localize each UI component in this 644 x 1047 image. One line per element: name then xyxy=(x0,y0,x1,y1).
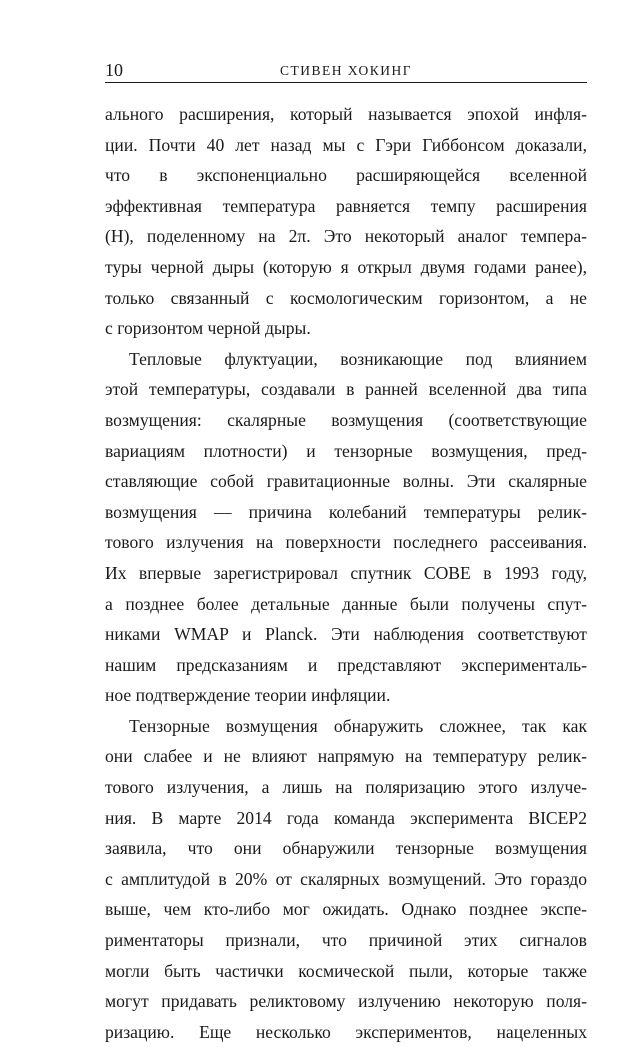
running-title: СТИВЕН ХОКИНГ xyxy=(280,63,412,78)
text-line: возмущения: скалярные возмущения (соответствующие xyxy=(105,409,587,430)
text-line: Тензорные возмущения обнаружить сложнее, так как xyxy=(129,715,587,736)
paragraph xyxy=(105,99,587,344)
text-line: что в экспоненциально расширяющейся вселенной xyxy=(105,165,587,186)
text-line: с горизонтом черной дыры. xyxy=(105,318,311,339)
text-line: ального расширения, который называется эпохой инфля- xyxy=(105,104,587,124)
page-number: 10 xyxy=(105,60,123,80)
text-line: тового излучения, а лишь на поляризацию этого излуче- xyxy=(105,777,587,798)
text-line: заявила, что они обнаружили тензорные возмущения xyxy=(105,838,587,859)
text-line: вариациям плотности) и тензорные возмущения, пред- xyxy=(105,440,587,461)
text-line: только связанный с космологическим горизонтом, а не xyxy=(105,287,587,308)
text-line: никами WMAP и Planck. Эти наблюдения соответствуют xyxy=(105,624,587,645)
paragraph xyxy=(105,344,587,711)
text-line: (H), поделенному на 2π. Это некоторый аналог темпера- xyxy=(105,226,587,247)
text-line: ное подтверждение теории инфляции. xyxy=(105,685,391,706)
text-line: туры черной дыры (которую я открыл двумя годами ранее), xyxy=(105,256,587,277)
body-text xyxy=(105,99,587,1047)
text-line: этой температуры, создавали в ранней вселенной два типа xyxy=(105,379,587,400)
text-line: с амплитудой в 20% от скалярных возмущений. Это гораздо xyxy=(105,868,587,889)
text-line: ризацию. Еще несколько экспериментов, нацеленных xyxy=(105,1021,587,1042)
text-line: могли быть частички космической пыли, которые также xyxy=(105,960,587,981)
text-line: ции. Почти 40 лет назад мы с Гэри Гиббонсом доказали, xyxy=(105,134,587,155)
text-line: могут придавать реликтовому излучению некоторую поля- xyxy=(105,991,587,1012)
text-line: Их впервые зарегистрировал спутник COBE в 1993 году, xyxy=(105,562,587,583)
text-line: они слабее и не влияют напрямую на температуру релик- xyxy=(105,746,587,767)
text-line: ния. В марте 2014 года команда эксперимента BICEP2 xyxy=(105,807,587,828)
text-line: выше, чем кто-либо мог ожидать. Однако позднее экспе- xyxy=(105,899,587,920)
book-page xyxy=(105,0,587,1042)
paragraph xyxy=(105,711,587,1047)
text-line: а позднее более детальные данные были получены спут- xyxy=(105,593,587,614)
text-line: нашим предсказаниям и представляют эксперименталь- xyxy=(105,654,587,675)
text-line: риментаторы признали, что причиной этих сигналов xyxy=(105,930,587,951)
text-line: эффективная температура равняется темпу расширения xyxy=(105,195,587,216)
text-line: тового излучения на поверхности последнего рассеивания. xyxy=(105,532,587,553)
running-header xyxy=(105,60,587,83)
text-line: возмущения — причина колебаний температуры релик- xyxy=(105,501,587,522)
text-line: Тепловые флуктуации, возникающие под влиянием xyxy=(129,348,587,369)
text-line: ставляющие собой гравитационные волны. Эти скалярные xyxy=(105,471,587,492)
